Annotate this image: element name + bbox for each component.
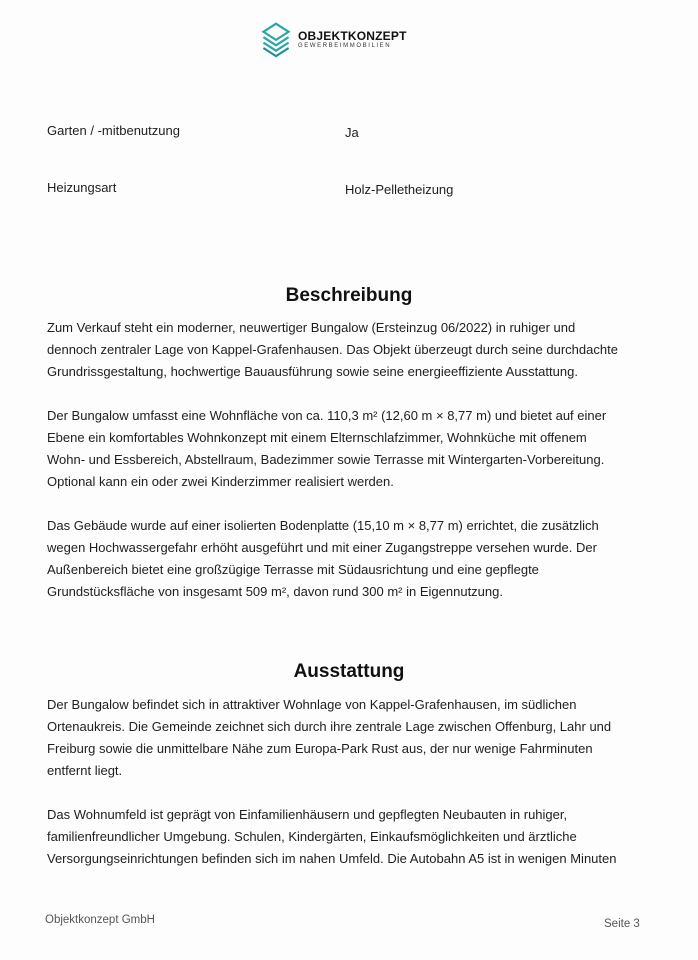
paragraph: Das Wohnumfeld ist geprägt von Einfamilienhäusern und gepflegten Neubauten in ruhiger, familienfreundlicher Umgebung. Schulen, Kindergärten, Einkaufsmöglichkeiten und ärztliche Versorgungseinrichtungen befinden sich im nahen Umfeld. Die Autobahn A5 ist in wenigen Minuten — [47, 807, 617, 866]
stacked-diamond-icon — [258, 20, 294, 58]
paragraph: Der Bungalow befindet sich in attraktiver Wohnlage von Kappel-Grafenhausen, im südlichen Ortenaukreis. Die Gemeinde zeichnet sich durch ihre zentrale Lage zwischen Offenburg, Lahr und Freiburg sowie die unmittelbare Nähe zum Europa-Park Rust aus, der nur wenige Fahrminuten entfernt liegt. — [47, 697, 612, 778]
logo-subtitle: GEWERBEIMMOBILIEN — [298, 42, 392, 49]
property-label: Heizungsart — [47, 180, 117, 195]
logo-name: OBJEKTKONZEPT — [298, 28, 407, 43]
paragraph: Zum Verkauf steht ein moderner, neuwertiger Bungalow (Ersteinzug 06/2022) in ruhiger und dennoch zentraler Lage von Kappel-Grafenhausen. Das Objekt überzeugt durch seine durchdachte Grundrissgestaltung, hochwertige Bauausführung sowie seine energieeffiziente Ausstattung. — [47, 320, 618, 379]
paragraph: Der Bungalow umfasst eine Wohnfläche von ca. 110,3 m² (12,60 m × 8,77 m) und bietet auf einer Ebene ein komfortables Wohnkonzept mit einem Elternschlafzimmer, Wohnküche mit offenem Wohn- und Essbereich, Abstellraum, Badezimmer sowie Terrasse mit Wintergarten-Vorbereitung. Optional kann ein oder zwei Kinderzimmer realisiert werden. — [47, 408, 607, 489]
company-logo — [258, 20, 407, 58]
property-value: Holz-Pelletheizung — [345, 182, 454, 197]
property-value: Ja — [345, 125, 359, 140]
footer-company: Objektkonzept GmbH — [45, 914, 155, 926]
section-title-ausstattung: Ausstattung — [293, 661, 405, 682]
paragraph: Das Gebäude wurde auf einer isolierten Bodenplatte (15,10 m × 8,77 m) errichtet, die zusätzlich wegen Hochwassergefahr erhöht ausgeführt und mit einer Zugangstreppe versehen wurde. Der Außenbereich bietet eine großzügige Terrasse mit Südausrichtung und eine gepflegte Grundstücksfläche von insgesamt 509 m², davon rund 300 m² in Eigennutzung. — [47, 518, 599, 599]
footer-page-number: Seite 3 — [604, 918, 640, 930]
property-label: Garten / -mitbenutzung — [47, 123, 180, 138]
section-title-beschreibung: Beschreibung — [285, 285, 413, 306]
